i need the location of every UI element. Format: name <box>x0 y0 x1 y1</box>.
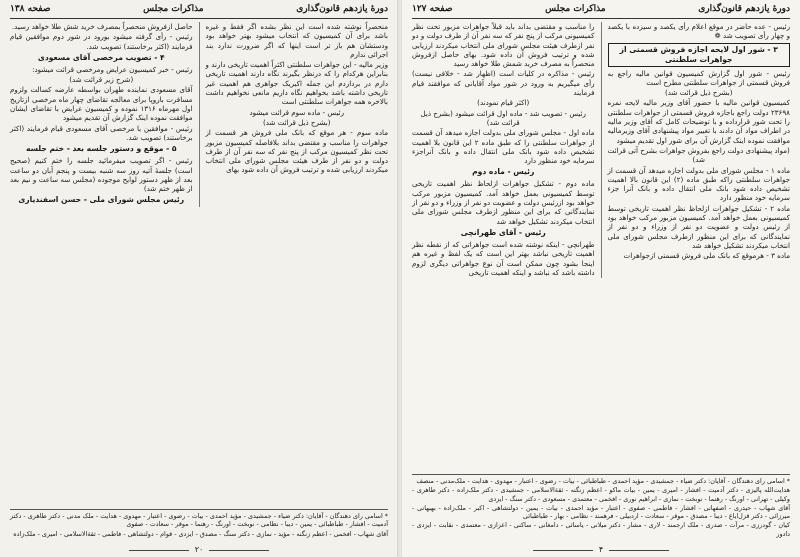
column-divider <box>199 22 200 207</box>
text-columns <box>412 22 790 278</box>
text-columns <box>10 22 388 207</box>
paragraph: ماده سوم - هر موقع که بانک ملی فروش هر قسمت از جواهرات را مناسب و مقتضی بداند بلافاصله کمیسیون مزبور تحت نظر کمیسیون مرکب از پنج نفر که سه نفر آن از طرف دولت و دو نفر از طرف هیئت مجلس شورای ملی انتخاب میکردند ارزیابی شده و ترتیب فروش آن داده شود بهای <box>205 128 388 175</box>
paragraph: رئیس - رأی گرفته میشود بورود در شور دوم موافقین قیام فرمایند (اکثر برخاستند) تصویب شد. <box>10 32 193 51</box>
footnote <box>412 474 790 539</box>
column-right <box>206 22 389 207</box>
paragraph: رئیس - شور اول گزارش کمیسیون قوانین مالیه راجع به فروش قسمتی از جواهرات سلطنتی مطرح است <box>607 68 790 87</box>
paragraph: (بشرح ذیل قرائت شد) <box>263 117 331 127</box>
section-heading: رئیس - آقای طهرانچی <box>460 227 546 237</box>
paragraph: ماده ۳ - هرموقع که بانک ملی فروش قسمتی ازجواهرات <box>623 251 790 261</box>
paragraph: ماده ۲ - تشکیل جواهرات ازلحاظ نظر اهمیت تاریخی توسط کمیسیونی بعمل خواهد آمد. کمیسیون مزبور مرکب خواهد بود از رئیس دولت و عضویت دو نفر از وزراء و دو نفر از نمایندگانی که برای این منظور ازطرف مجلس شورای ملی انتخاب میکردند تشکیل خواهد شد <box>607 203 790 250</box>
paragraph: رئیس - اگر تصویب میفرمائید جلسه را ختم کنیم (صحیح است) جلسهٔ آتیه روز سه شنبه بیست و پنجم آبان دو ساعت بعد از ظهر دستور لوایح موجوده (مجلس سه ساعت و نیم بعد از ظهر ختم شد) <box>10 156 193 194</box>
paragraph: کمیسیون قوانین مالیه با حضور آقای وزیر مالیه لایحه نمره ۲۳۶۹۸ دولت راجع باجازه فروش قسمتی از جواهرات سلطنتی را تحت شور قرارداده و با توضیحات کامل که آقای وزیر مالیه در اطراف مواد آن دادند با تغییر مواد پیشنهادی آقای وزیرمالیه موافقت نموده اینک گزارش آن برای شور اول تقدیم میشود <box>607 98 790 145</box>
left-page <box>0 0 398 557</box>
paragraph: (مواد پیشنهادی دولت راجع بفروش جواهرات بشرح آتی قرائت شد) <box>607 145 790 165</box>
paragraph: (شرح زیر قرائت شد) <box>69 75 134 85</box>
footnote <box>10 509 388 539</box>
footnote-line: کیان - گودرزی - مرآت - صدری - ملک ارجمند - لاری - مشار - دکتر میلانی - یاسائی - دامغانی - ساکنی - اعزازی - معتمدی - نقابت - ایزدی - دادور <box>412 521 790 538</box>
section-heading: رئیس مجلس شورای ملی - حسن اسفندیاری <box>18 195 185 205</box>
column-right <box>608 22 791 278</box>
footnote-line: آقای شهاب - افخمی - اعظم زنگنه - مؤید - نمازی - دکتر سنگ - مصدق - ایزدی - قوام - دولتشاهی - فاطمی - ثقة‌الاسلامی - امیری - ملک‌زاده <box>13 529 388 538</box>
paragraph: طهرانچی - اینکه نوشته شده است جواهراتی که از نقطه نظر اهمیت تاریخی نباشد بهتر این است که یک لفظ و غیره هم اینجا بشود چون ممکن است آن نوع جواهراتی دیگری لزوم داشته باشد که نباشد و اینکه اهمیت تاریخی <box>412 239 595 277</box>
section-heading: ۴ - تصویب مرخصی آقای مسعودی <box>37 52 165 62</box>
paragraph: رئیس - تصویب شد - ماده اول قرائت میشود (بشرح ذیل قرائت شد) <box>420 108 586 127</box>
paragraph: رئیس - خبر کمیسیون عرایض ومرخصی قرائت میشود: <box>32 64 193 74</box>
page-number: ۲۰ <box>0 545 398 554</box>
paragraph: ماده دوم - تشکیل جواهرات ازلحاظ نظر اهمیت تاریخی توسط کمیسیونی بعمل خواهد آمد. کمیسیون مزبور مرکب خواهد بود ازرئیس دولت و عضویت دو نفر از وزراء و دو نفر از نمایندگانی که برای این منظور ازطرف مجلس شورای ملی انتخاب میکردند تشکیل خواهد شد <box>412 179 595 226</box>
paragraph: رئیس - موافقین با مرخصی آقای مسعودی قیام فرمایند (اکثر برخاستند) تصویب شد. <box>10 123 193 142</box>
paragraph: رئیس - عده حاضر در موقع اعلام رأی یکصد و سیزده با یکصد و چهار رأی تصویب شد ❁ <box>607 22 790 41</box>
paragraph: ماده ۱ - مجلس شورای ملی بدولت اجازه میدهد آن قسمت از جواهرات سلطنتی راکه طبق ماده (۲) این قانون بالا اهمیت تشخیص داده شود بانک ملی انتقال داده و بانک آنرا جزء سرمایه خود منظور دارد <box>607 165 790 203</box>
right-page <box>402 0 800 557</box>
footnote-line: * اسامی رای دهندگان - آقایان: دکتر ضیاء - جمشیدی - مؤید احمدی - طباطبائی - بیات - رضوی - اعتبار - مهدوی - هدایت - ملک‌مدنی - منصف <box>416 476 790 485</box>
page-label: صفحه ۱۲۷ <box>412 4 453 14</box>
page-number: ۴ <box>402 545 800 554</box>
paragraph: ماده اول - مجلس شورای ملی بدولت اجازه میدهد آن قسمت از جواهرات سلطنتی را که طبق ماده ۲ این قانون بلا اهمیت تشخیص داده شود بانک ملی انتقال داده و بانک آنراجزء سرمایه خود منظور دارد <box>412 128 595 166</box>
paragraph: وزیر مالیه - این جواهرات سلطنتی اکثراً اهمیت تاریخی دارند و بنابراین هرکدام را که درنظر بگیرند نگاه دارند اهمیت تاریخی دارم در برداردم این جمله اکبریک جواهری هم اهمیت غیر تاریخی داشته باشد بخواهیم نگاه داریم مانعی نخواهیم داشت بالاخره همه جواهرات سلطنتی است <box>205 60 388 107</box>
column-divider <box>601 22 602 278</box>
section-heading: ۵ - موقع و دستور جلسه بعد - ختم جلسه <box>25 144 177 154</box>
journal-title: دورهٔ یازدهم قانون‌گذاری <box>698 4 790 14</box>
paragraph: رئیس - ماده سوم قرائت میشود <box>249 107 345 117</box>
footnote-line: هدایت‌الله پالیزی - دکتر آدمیت - افشار - امیری - یمین - بیات ماکو - اعظم زنگنه - ثقة‌الاسلامی - جمشیدی - دکتر ملک‌زاده - دکتر طاهری - وکیلی - تهرانی - اورنگ - رهنما - نوبخت - نمازی - ابراهیم نوری - افخمی - معتمدی - مسعودی - دکتر سنگ - ایزدی <box>412 486 790 503</box>
journal-subtitle: مذاکرات مجلس <box>143 4 204 14</box>
section-heading: رئیس - ماده دوم <box>472 167 535 177</box>
paragraph: رئیس - مذاکره در کلیات است (اظهار شد - خلافی نیست) رأی میگیریم به ورود در شور مواد آقایانی که موافقند قیام فرمایند <box>412 69 595 98</box>
column-left <box>10 22 193 207</box>
column-left <box>412 22 595 278</box>
page-header <box>10 4 388 19</box>
paragraph: (بشرح ذیل قرائت شد) <box>665 88 733 98</box>
paragraph: (اکثر قیام نمودند) <box>477 98 530 108</box>
paragraph: حاصل ازفروش منحصراً بمصرف خرید شش طلا خواهد رسید. <box>11 22 193 31</box>
section-heading: ۳ - شور اول لایحه اجازه فروش قسمتی از جواهرات سلطنتی <box>608 43 791 67</box>
page-label: صفحه ۱۳۸ <box>10 4 51 14</box>
page-header <box>412 4 790 19</box>
paragraph: منحصراً نوشته شده است این نظر بشده اگر فقط و غیره باشد برای آن کمیسیون که انتخاب میشود بهتر خواهد بود ودستشان هم باز تر است اینها که اگر ضرورت ندارد بند اجرائی ندارم <box>205 22 388 59</box>
paragraph: آقای مسعودی نماینده طهران بواسطه عارضه کسالت ولزوم مسافرت باروپا برای معالجه تقاضای چهار ماه مرخصی ازتاریخ اول مهرماه ۱۳۱۶ نموده و کمیسیون عرایض با تقاضای ایشان موافقت نموده اینک گزارش آن تقدیم میشود <box>10 85 193 123</box>
footnote-line: آقای شهاب - حیدری - اصفهانی - افشار - فاطمی - صفوی - اعتبار - مؤید احمدی - بیات - یمین - دولتشاهی - اکبر - ملک‌زاده - بهبهانی - میرزائی - دکتر قزل‌ایاغ - دیبا - مصدق - موقر - سعادت - اردبیلی - فرهمند - نظامی - بهار - طباطبائی <box>412 503 790 521</box>
footnote-line: * اسامی رای دهندگان - آقایان: دکتر ضیاء - جمشیدی - مؤید احمدی - بیات - رضوی - اعتبار - مهدوی - هدایت - ملک مدنی - دکتر طاهری - دکتر آدمیت - افشار - طباطبائی - یمین - دیبا - نظامی - نوبخت - اورنگ - رهنما - موقر - سعادت - صفوی <box>10 512 388 529</box>
paragraph: را مناسب و مقتضی بداند باید قبلاً جواهرات مزبور تحت نظر کمیسیونی مرکب از پنج نفر که سه نفر آن از طرف دولت و دو نفر ازطرف هیئت مجلس شورای ملی انتخاب میکردند ارزیابی شده و ترتیب فروش آن داده شود. بهای حاصل ازفروش منحصراً به مصرف خرید شمش طلا خواهد رسید <box>412 22 595 69</box>
journal-title: دورهٔ یازدهم قانون‌گذاری <box>296 4 388 14</box>
journal-subtitle: مذاکرات مجلس <box>545 4 606 14</box>
